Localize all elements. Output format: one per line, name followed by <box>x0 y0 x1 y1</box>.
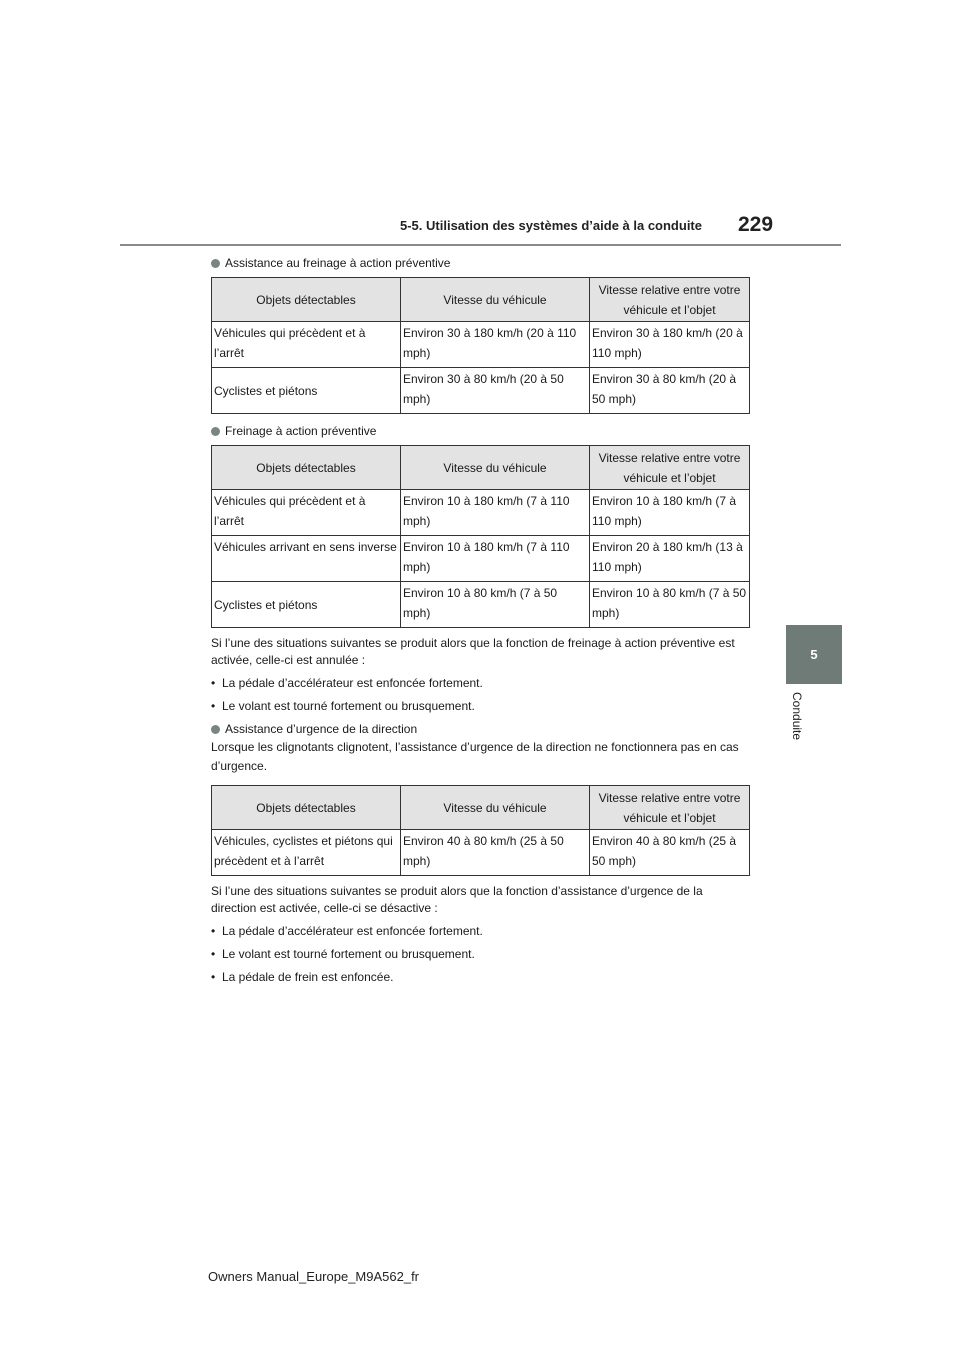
bullet-mark: • <box>211 699 216 713</box>
table-row <box>212 536 750 582</box>
table-cell: Cyclistes et piétons <box>212 582 401 628</box>
chapter-number: 5 <box>810 647 818 662</box>
table-cell: Véhicules qui précèdent et à l’arrêt <box>212 490 401 536</box>
table-cell: Véhicules arrivant en sens inverse <box>212 536 401 582</box>
deactivation-note: Si l’une des situations suivantes se produit alors que la fonction d’assistance d’urgence de la direction est activée, celle-ci se désactive : <box>211 884 703 915</box>
list-item <box>211 698 751 715</box>
list-item <box>211 675 751 692</box>
column-header: Objets détectables <box>212 278 401 322</box>
page-content <box>211 254 751 986</box>
table-header-row <box>212 786 750 830</box>
list-item-text: La pédale d’accélérateur est enfoncée fortement. <box>222 676 483 690</box>
bullet-dot-icon <box>211 725 220 734</box>
column-header: Vitesse relative entre votre véhicule et l’objet <box>590 278 750 322</box>
table-row <box>212 490 750 536</box>
bullet-dot-icon <box>211 259 220 268</box>
table-cell: Environ 30 à 80 km/h (20 à 50 mph) <box>401 368 590 414</box>
table-row <box>212 322 750 368</box>
speed-table-preventive-braking-assist <box>211 277 750 414</box>
section-title: 5-5. Utilisation des systèmes d’aide à la conduite <box>400 218 702 233</box>
cancellation-note: Si l’une des situations suivantes se produit alors que la fonction de freinage à action préventive est activée, celle-ci est annulée : <box>211 636 735 667</box>
list-item <box>211 946 751 963</box>
column-header: Vitesse du véhicule <box>401 786 590 830</box>
bullet-mark: • <box>211 924 216 938</box>
list-item-text: La pédale de frein est enfoncée. <box>222 970 394 984</box>
table-header-row <box>212 278 750 322</box>
table-header-row <box>212 446 750 490</box>
column-header: Vitesse relative entre votre véhicule et l’objet <box>590 786 750 830</box>
column-header: Vitesse du véhicule <box>401 446 590 490</box>
section-heading-text: Assistance au freinage à action préventive <box>225 256 451 270</box>
list-item-text: Le volant est tourné fortement ou brusquement. <box>222 699 475 713</box>
speed-table-emergency-steering-assist <box>211 785 750 876</box>
column-header: Vitesse du véhicule <box>401 278 590 322</box>
table-row <box>212 582 750 628</box>
chapter-label: Conduite <box>790 692 804 741</box>
list-item <box>211 923 751 940</box>
list-item-text: La pédale d’accélérateur est enfoncée fortement. <box>222 924 483 938</box>
section-heading-text: Assistance d’urgence de la direction <box>225 722 418 736</box>
section-heading <box>211 422 751 440</box>
section-heading-text: Freinage à action préventive <box>225 424 377 438</box>
section-heading <box>211 254 751 272</box>
table-cell: Environ 10 à 180 km/h (7 à 110 mph) <box>401 490 590 536</box>
speed-table-preventive-braking <box>211 445 750 628</box>
table-cell: Environ 10 à 180 km/h (7 à 110 mph) <box>401 536 590 582</box>
table-cell: Environ 30 à 180 km/h (20 à 110 mph) <box>401 322 590 368</box>
table-cell: Environ 10 à 80 km/h (7 à 50 mph) <box>401 582 590 628</box>
bullet-dot-icon <box>211 427 220 436</box>
column-header: Objets détectables <box>212 786 401 830</box>
chapter-tab[interactable] <box>786 625 842 684</box>
list-item-text: Le volant est tourné fortement ou brusquement. <box>222 947 475 961</box>
table-cell: Environ 40 à 80 km/h (25 à 50 mph) <box>401 830 590 876</box>
table-row <box>212 368 750 414</box>
page-number: 229 <box>738 213 774 236</box>
table-cell: Environ 20 à 180 km/h (13 à 110 mph) <box>590 536 750 582</box>
bullet-mark: • <box>211 947 216 961</box>
section-intro: Lorsque les clignotants clignotent, l’assistance d’urgence de la direction ne fonctionnera pas en cas d’urgence. <box>211 740 739 773</box>
table-cell: Véhicules qui précèdent et à l’arrêt <box>212 322 401 368</box>
table-row <box>212 830 750 876</box>
table-cell: Environ 10 à 80 km/h (7 à 50 mph) <box>590 582 750 628</box>
table-cell: Environ 10 à 180 km/h (7 à 110 mph) <box>590 490 750 536</box>
list-item <box>211 969 751 986</box>
bullet-mark: • <box>211 970 216 984</box>
section-heading <box>211 720 751 738</box>
footer-manual-id: Owners Manual_Europe_M9A562_fr <box>208 1269 420 1284</box>
table-cell: Cyclistes et piétons <box>212 368 401 414</box>
table-cell: Environ 40 à 80 km/h (25 à 50 mph) <box>590 830 750 876</box>
table-cell: Environ 30 à 180 km/h (20 à 110 mph) <box>590 322 750 368</box>
header-divider <box>120 244 841 246</box>
column-header: Vitesse relative entre votre véhicule et l’objet <box>590 446 750 490</box>
table-cell: Environ 30 à 80 km/h (20 à 50 mph) <box>590 368 750 414</box>
column-header: Objets détectables <box>212 446 401 490</box>
bullet-mark: • <box>211 676 216 690</box>
table-cell: Véhicules, cyclistes et piétons qui précèdent et à l’arrêt <box>212 830 401 876</box>
